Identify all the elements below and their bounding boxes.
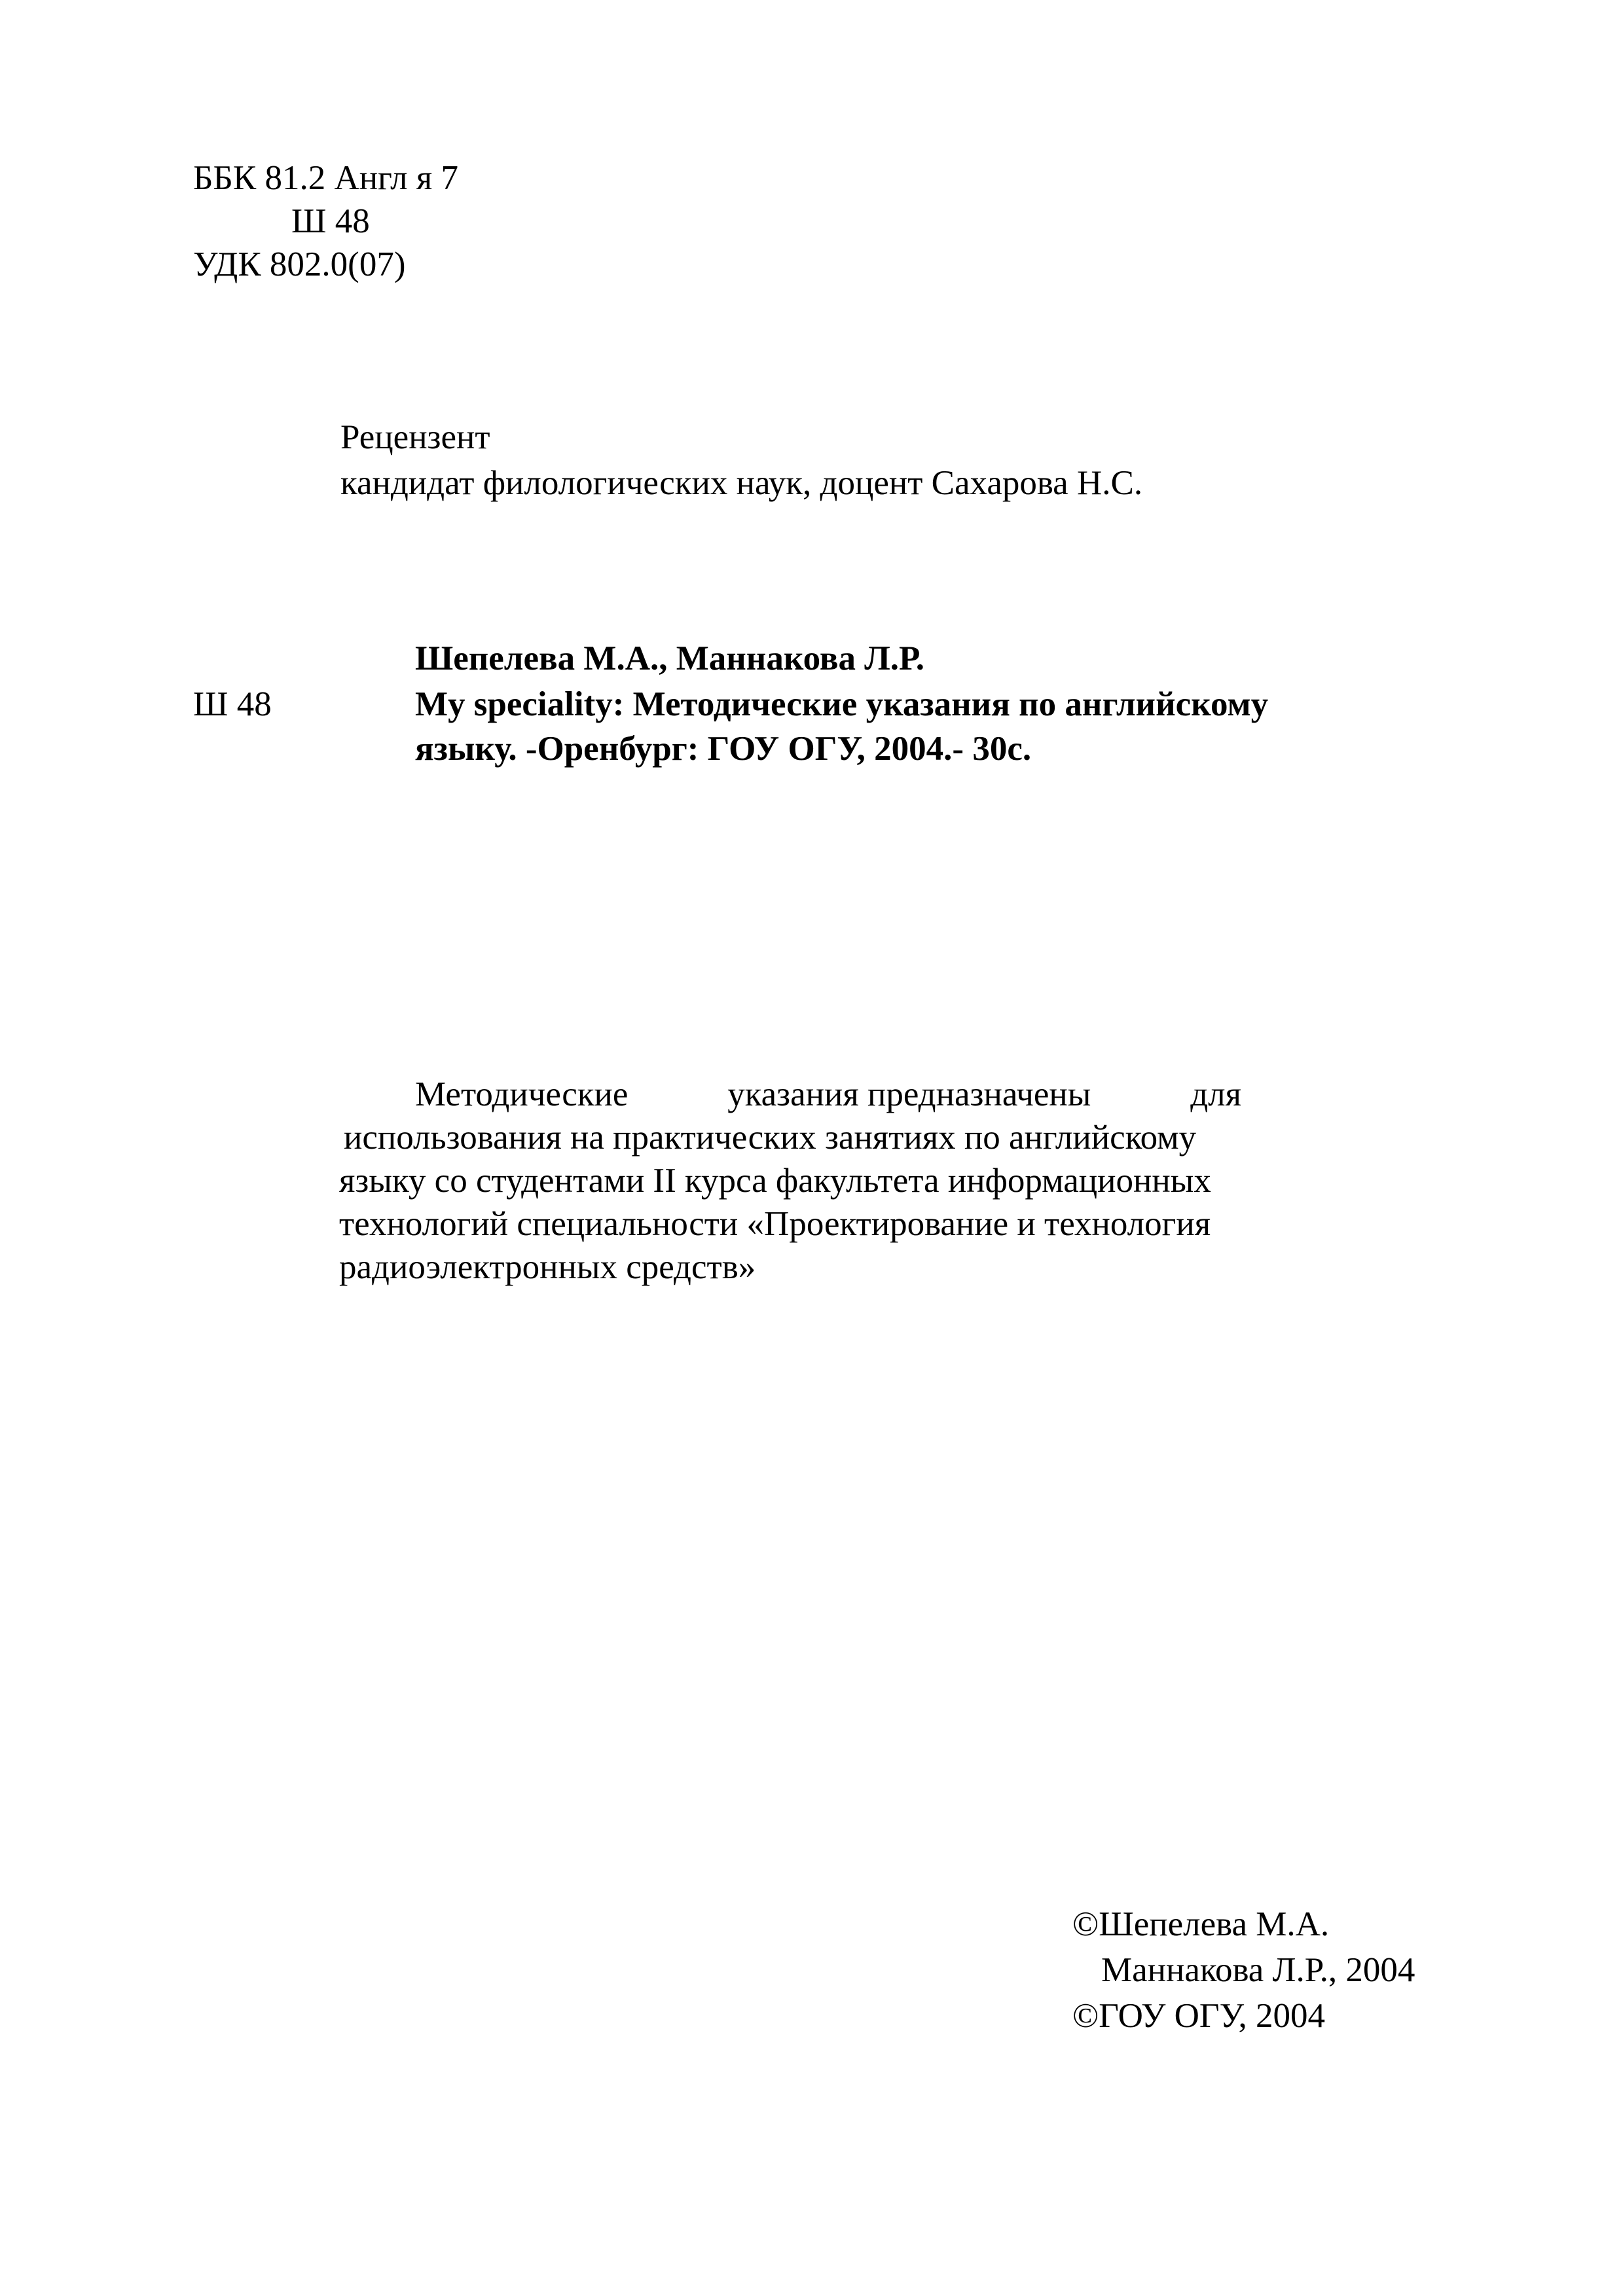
annotation-line1 — [415, 1073, 1241, 1115]
annotation-line2: использования на практических занятиях по английскому — [344, 1119, 1197, 1157]
bibliography-mark: Ш 48 — [193, 685, 272, 723]
annotation-line4: технологий специальности «Проектирование и технология — [339, 1205, 1211, 1243]
bbk-code: ББК 81.2 Англ я 7 — [193, 159, 458, 197]
annotation-word2: указания предназначены — [727, 1075, 1091, 1113]
copyright-line1: ©Шепелева М.А. — [1072, 1905, 1330, 1943]
annotation-word1: Методические — [415, 1075, 629, 1113]
udk-code: УДК 802.0(07) — [193, 245, 406, 283]
authors: Шепелева М.А., Маннакова Л.Р. — [415, 639, 924, 677]
book-title-line1: My speciality: Методические указания по английскому — [415, 685, 1269, 723]
annotation-line5: радиоэлектронных средств» — [339, 1248, 756, 1286]
reviewer-name: кандидат филологических наук, доцент Сахарова Н.С. — [340, 464, 1143, 502]
author-mark: Ш 48 — [291, 202, 370, 240]
copyright-line2: Маннакова Л.Р., 2004 — [1101, 1951, 1415, 1989]
annotation-word3: для — [1190, 1075, 1241, 1113]
reviewer-label: Рецензент — [340, 418, 490, 456]
copyright-line3: ©ГОУ ОГУ, 2004 — [1072, 1997, 1325, 2035]
annotation-line3: языку со студентами II курса факультета информационных — [339, 1162, 1211, 1200]
book-title-line2: языку. -Оренбург: ГОУ ОГУ, 2004.- 30с. — [415, 730, 1032, 768]
